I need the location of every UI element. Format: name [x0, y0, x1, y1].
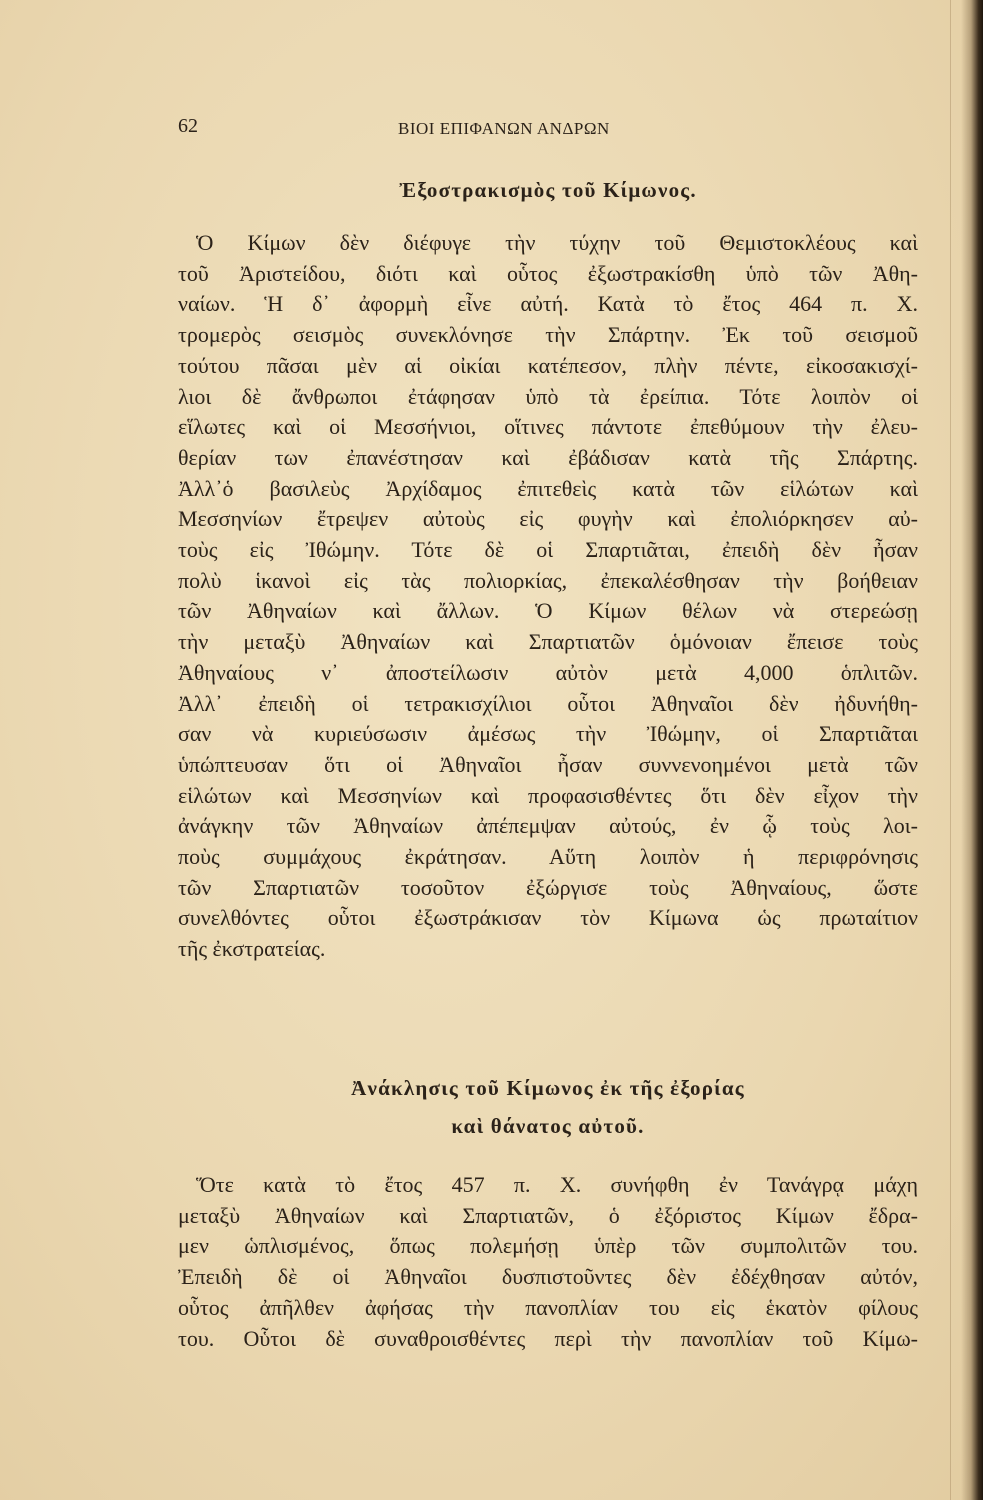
text-line: εἵλωτες καὶ οἱ Μεσσήνιοι, οἵτινες πάντοτε ἐπεθύμουν τὴν ἐλευ-	[178, 414, 918, 440]
text-line: τῶν Σπαρτιατῶν τοσοῦτον ἐξώργισε τοὺς Ἀθηναίους, ὥστε	[178, 874, 918, 900]
text-line: μεν ὡπλισμένος, ὅπως πολεμήσῃ ὑπὲρ τῶν συμπολιτῶν του.	[178, 1233, 918, 1259]
text-line: θερίαν των ἐπανέστησαν καὶ ἐβάδισαν κατὰ τῆς Σπάρτης.	[178, 444, 918, 470]
text-line: τῶν Ἀθηναίων καὶ ἄλλων. Ὁ Κίμων θέλων νὰ στερεώσῃ	[178, 598, 918, 624]
text-line: Ἐπειδὴ δὲ οἱ Ἀθηναῖοι δυσπιστοῦντες δὲν ἐδέχθησαν αὐτόν,	[178, 1264, 918, 1290]
section-title-recall-line-2: καὶ θάνατος αὐτοῦ.	[451, 1114, 645, 1138]
text-line: τοῦ Ἀριστείδου, διότι καὶ οὗτος ἐξωστρακίσθη ὑπὸ τῶν Ἀθη-	[178, 260, 918, 286]
text-line: σαν νὰ κυριεύσωσιν ἀμέσως τὴν Ἰθώμην, οἱ Σπαρτιᾶται	[178, 721, 918, 747]
text-line: Μεσσηνίων ἔτρεψεν αὐτοὺς εἰς φυγὴν καὶ ἐπολιόρκησεν αὐ-	[178, 506, 918, 532]
text-line: Ἀλλ᾽ ἐπειδὴ οἱ τετρακισχίλιοι οὗτοι Ἀθηναῖοι δὲν ἠδυνήθη-	[178, 690, 918, 716]
text-line: εἱλώτων καὶ Μεσσηνίων καὶ προφασισθέντες ὅτι δὲν εἶχον τὴν	[178, 782, 918, 808]
text-line: τὴν μεταξὺ Ἀθηναίων καὶ Σπαρτιατῶν ὁμόνοιαν ἔπεισε τοὺς	[178, 629, 918, 655]
text-line: τῆς ἐκστρατείας.	[178, 936, 326, 962]
text-line: τοὺς εἰς Ἰθώμην. Τότε δὲ οἱ Σπαρτιᾶται, ἐπειδὴ δὲν ἦσαν	[178, 537, 918, 563]
text-line: ποὺς συμμάχους ἐκράτησαν. Αὕτη λοιπὸν ἡ περιφρόνησις	[178, 844, 918, 870]
text-line: πολὺ ἱκανοὶ εἰς τὰς πολιορκίας, ἐπεκαλέσθησαν τὴν βοήθειαν	[178, 567, 918, 593]
text-line: συνελθόντες οὗτοι ἐξωστράκισαν τὸν Κίμωνα ὡς πρωταίτιον	[178, 905, 918, 931]
text-line: ἀνάγκην τῶν Ἀθηναίων ἀπέπεμψαν αὐτούς, ἐν ᾧ τοὺς λοι-	[178, 813, 918, 839]
text-line: λιοι δὲ ἄνθρωποι ἐτάφησαν ὑπὸ τὰ ἐρείπια. Τότε λοιπὸν οἱ	[178, 383, 918, 409]
paragraph-ostracism	[178, 228, 918, 965]
text-line: Ὁ Κίμων δὲν διέφυγε τὴν τύχην τοῦ Θεμιστοκλέους καὶ	[196, 230, 918, 255]
text-line: τρομερὸς σεισμὸς συνεκλόνησε τὴν Σπάρτην. Ἐκ τοῦ σεισμοῦ	[178, 322, 918, 348]
text-line: μεταξὺ Ἀθηναίων καὶ Σπαρτιατῶν, ὁ ἐξόριστος Κίμων ἔδρα-	[178, 1202, 918, 1228]
section-title-ostracism: Ἐξοστρακισμὸς τοῦ Κίμωνος.	[399, 178, 697, 202]
text-line: Ἀθηναίους ν᾽ ἀποστείλωσιν αὐτὸν μετὰ 4,000 ὁπλιτῶν.	[178, 659, 918, 685]
text-line: του. Οὗτοι δὲ συναθροισθέντες περὶ τὴν πανοπλίαν τοῦ Κίμω-	[178, 1325, 918, 1351]
page-edge-shadow	[961, 0, 983, 1500]
running-head: ΒΙΟΙ ΕΠΙΦΑΝΩΝ ΑΝΔΡΩΝ	[398, 119, 610, 138]
text-line: ὑπώπτευσαν ὅτι οἱ Ἀθηναῖοι ἦσαν συννενοημένοι μετὰ τῶν	[178, 751, 918, 777]
text-line: τούτου πᾶσαι μὲν αἱ οἰκίαι κατέπεσον, πλὴν πέντε, εἰκοσακισχί-	[178, 352, 918, 378]
page-number: 62	[178, 115, 198, 137]
paragraph-recall	[178, 1170, 918, 1354]
text-line: ναίων. Ἡ δ᾽ ἀφορμὴ εἶνε αὐτή. Κατὰ τὸ ἔτος 464 π. Χ.	[178, 291, 918, 317]
page-fold-line	[950, 0, 951, 1500]
page-header	[178, 115, 898, 145]
text-line: Ἀλλ᾽ὁ βασιλεὺς Ἀρχίδαμος ἐπιτεθεὶς κατὰ τῶν εἱλώτων καὶ	[178, 475, 918, 501]
section-title-recall-line-1: Ἀνάκλησις τοῦ Κίμωνος ἐκ τῆς ἐξορίας	[351, 1076, 745, 1100]
text-line: οὗτος ἀπῆλθεν ἀφήσας τὴν πανοπλίαν του εἰς ἑκατὸν φίλους	[178, 1294, 918, 1320]
text-line: Ὅτε κατὰ τὸ ἔτος 457 π. Χ. συνήφθη ἐν Τανάγρᾳ μάχη	[196, 1172, 918, 1197]
